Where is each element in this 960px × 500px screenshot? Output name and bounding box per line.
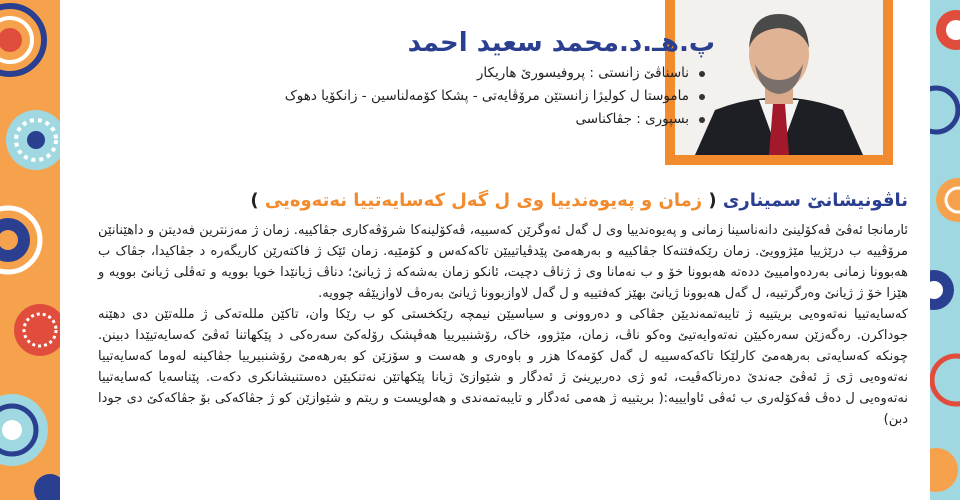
seminar-abstract (98, 220, 908, 430)
info-item-specialty: بسپوری : جڤاکناسی (145, 108, 705, 131)
frame-pattern-right-icon (930, 0, 960, 500)
person-portrait-icon (675, 0, 883, 155)
info-item-position: ماموستا ل کولیژا زانستێن مرۆڤایەتی - پشکا کۆمەلناسین - زانکۆیا دهوک (145, 85, 705, 108)
seminar-title-lead: ناڤونیشانێ سمیناری (722, 190, 908, 211)
abstract-paragraph-2: کەسایەتییا نەتەوەیی بریتییە ژ تایبەتمەندیێن جڤاکی و دەروونی و سیاسیێن نیمچە رێکخستی کو ب رێکا وان، تاکێن مللەتەکی ژ مللەتێن دی دهێنە جوداکرن. رەگەزێن سەرەکیێن نەتەوایەتیێ وەکو ناڤ، زمان، مێژوو، خاک، رۆشنبیرییا هەڤپشک رۆلەکێ سەرەکی د پێکهاتنا ئەڤێ کەسایەتیێدا دبینن. چونکە کەسایەتی بەرهەمێ کارلێکا تاکەکەسییە ل گەل کۆمەکا هزر و باوەری و هەست و سۆزێن کو بەرهەمێ رۆشنبیرییا جڤاکینە لەوما کەسایەتییا نەتەوەیی ژی ژ ئەڤێ جەندێ دەرناکەڤیت، ئەو ژی دەربڕینێ ژ ئەدگار و شێوازێ ژیانا پێکهاتێن نەتنکیێن دەستنیشانکری دکەت. پێناسەیا کەسایەتییا نەتەوەیی ل دەڤ ڤەکۆلەری ب ئەڤی ئاوایییە:( بریتییە ژ هەمی ئەدگار و تایبەتمەندی و هەلویست و ریتم و شێوازێن کو ژ جڤاکەکی بۆ جڤاکەکێ دی جودا دبن) (98, 307, 908, 427)
abstract-paragraph-1: ئارمانجا ئەڤێ ڤەکۆلینێ دانەناسینا زمانی و پەیوەندییا وی ل گەل ئەوگرێن کەسییە، ڤەکۆلینەکا شرۆڤەکاری جڤاکییە. زمان ژ مەزنترین فەدیتن و داهێنانێن مرۆڤییە ب درێژییا مێژوویێ. زمان رێکەفتنەکا جڤاکییە و بەرهەمێ پێدڤیاتییێن تاکەکەس و کۆمێیە. زمان ئێک ژ فاکتەرێن کاریگەرە د جڤاکیدا، جڤاک ب هەبوونا زمانی بەردەوامییێ ددەتە هەبوونا خۆ و ب نەمانا وی ژ ژناڤ دچیت، ئانکو زمان بەشەکە ژ ژیانێ؛ دناڤ ژیانێدا خویا بوویە و تەڤلی ژیانێ بوویە و هێزا خۆ ژ ژیانێ وەرگرتییە، ل گەل هەبوونا ژیانێ بهێز کەفتییە و ل گەل لاوازبوونا ژیانێ بەرەڤ لاوازیێڤە چوویە. (98, 223, 908, 301)
info-item-title: ناسناڤێ زانستی : پروفیسورێ هاریکار (145, 62, 705, 85)
decorative-frame-right (930, 0, 960, 500)
seminar-title (250, 190, 908, 211)
portrait-photo (675, 0, 883, 155)
presenter-info-list (145, 62, 705, 131)
seminar-title-paren-close: ) (250, 190, 259, 211)
frame-pattern-left-icon (0, 0, 60, 500)
seminar-title-paren-open: ( (708, 190, 717, 211)
decorative-frame-left (0, 0, 60, 500)
presenter-name: پ.هـ.د.محمد سعيد احمد (407, 28, 715, 58)
seminar-title-topic: زمان و پەیوەندییا وی ل گەل کەسایەتییا نەتەوەیی (264, 190, 703, 211)
